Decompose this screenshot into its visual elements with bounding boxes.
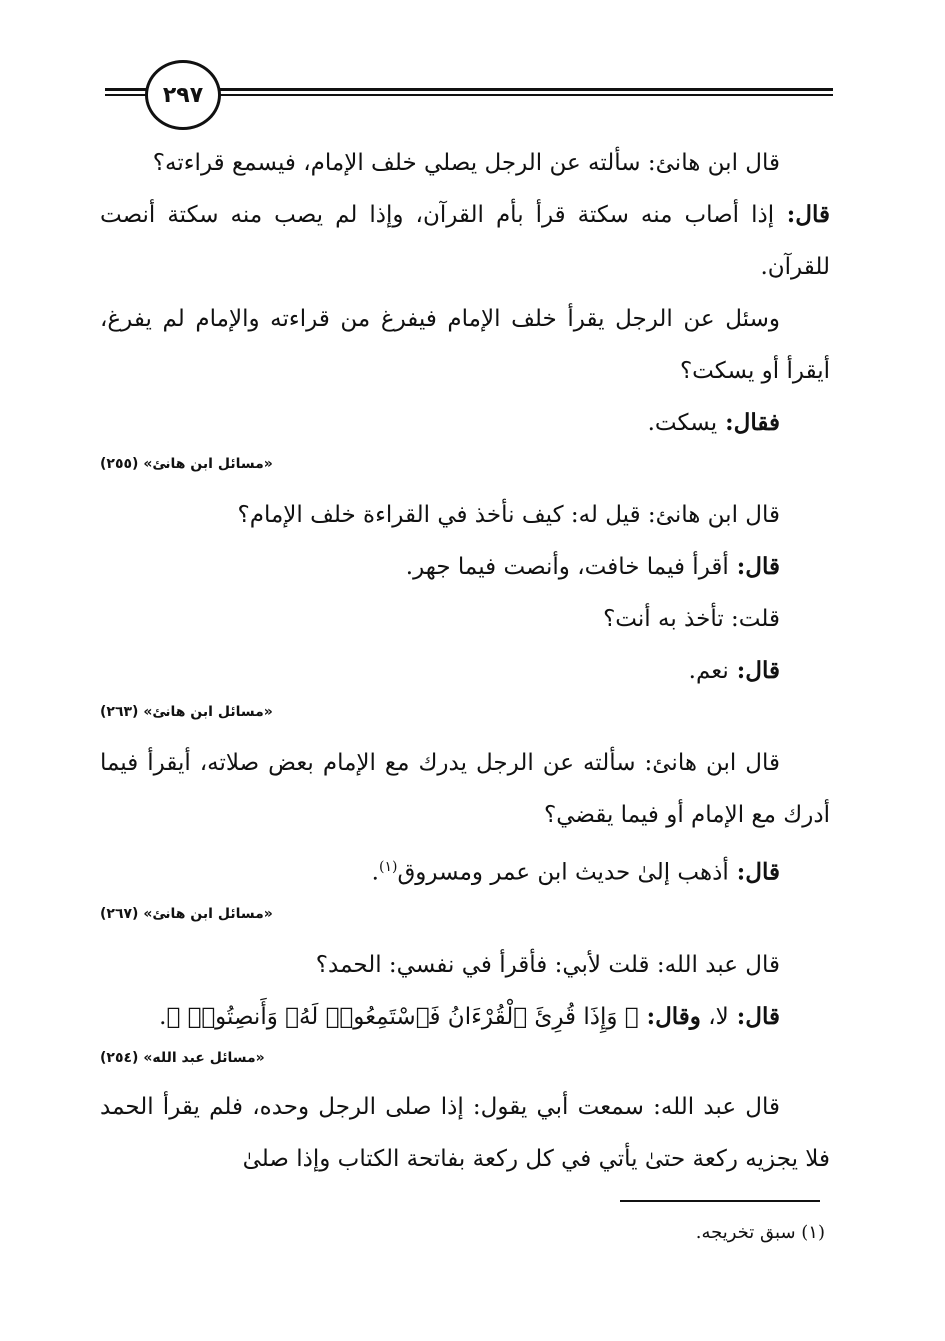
paragraph: قلت: تأخذ به أنت؟	[603, 606, 780, 632]
source-citation: «مسائل ابن هانئ» (٢٦٧)	[100, 905, 273, 922]
paragraph: وسئل عن الرجل يقرأ خلف الإمام فيفرغ من قراءته والإمام لم يفرغ، أيقرأ أو يسكت؟	[100, 306, 830, 384]
paragraph: قال: نعم.	[688, 657, 780, 684]
paragraph: قال عبد الله: قلت لأبي: فأقرأ في نفسي: الحمد؟	[315, 951, 780, 978]
paragraph: قال: أقرأ فيما خافت، وأنصت فيما جهر.	[405, 553, 780, 580]
footnote: (١) سبق تخريجه.	[695, 1222, 825, 1243]
source-citation: «مسائل عبد الله» (٢٥٤)	[100, 1049, 265, 1066]
page-number-badge	[145, 60, 221, 130]
page-number: ٢٩٧	[162, 82, 204, 108]
source-citation: «مسائل ابن هانئ» (٢٥٥)	[100, 456, 273, 472]
paragraph: قال ابن هانئ: سألته عن الرجل يدرك مع الإمام بعض صلاته، أيقرأ فيما أدرك مع الإمام أو فيما يقضي؟	[100, 750, 830, 828]
page-body	[100, 135, 830, 1185]
source-citation: «مسائل ابن هانئ» (٢٦٣)	[100, 704, 273, 720]
paragraph: قال: أذهب إلىٰ حديث ابن عمر ومسروق$^{(١)}$.	[371, 858, 780, 886]
paragraph: فقال: يسكت.	[647, 409, 780, 436]
paragraph: قال عبد الله: سمعت أبي يقول: إذا صلى الرجل وحده، فلم يقرأ الحمد فلا يجزيه ركعة حتىٰ يأتي في كل ركعة بفاتحة الكتاب وإذا صلىٰ	[100, 1093, 830, 1172]
footnote-divider	[620, 1200, 820, 1202]
paragraph: قال ابن هانئ: سألته عن الرجل يصلي خلف الإمام، فيسمع قراءته؟ قال: إذا أصاب منه سكتة قرأ بأم القرآن، وإذا لم يصب منه سكتة أنصت للقرآن.	[100, 150, 830, 280]
paragraph: قال: لا، وقال: ﴿ وَإِذَا قُرِئَ ٱلْقُرْءَانُ فَٱسْتَمِعُوا۟ لَهُۥ وَأَنصِتُوا۟ ﴾.	[159, 1002, 780, 1030]
footnote-ref: (١)	[378, 859, 398, 875]
paragraph: قال ابن هانئ: قيل له: كيف نأخذ في القراءة خلف الإمام؟	[237, 502, 780, 528]
page-header	[105, 58, 833, 130]
